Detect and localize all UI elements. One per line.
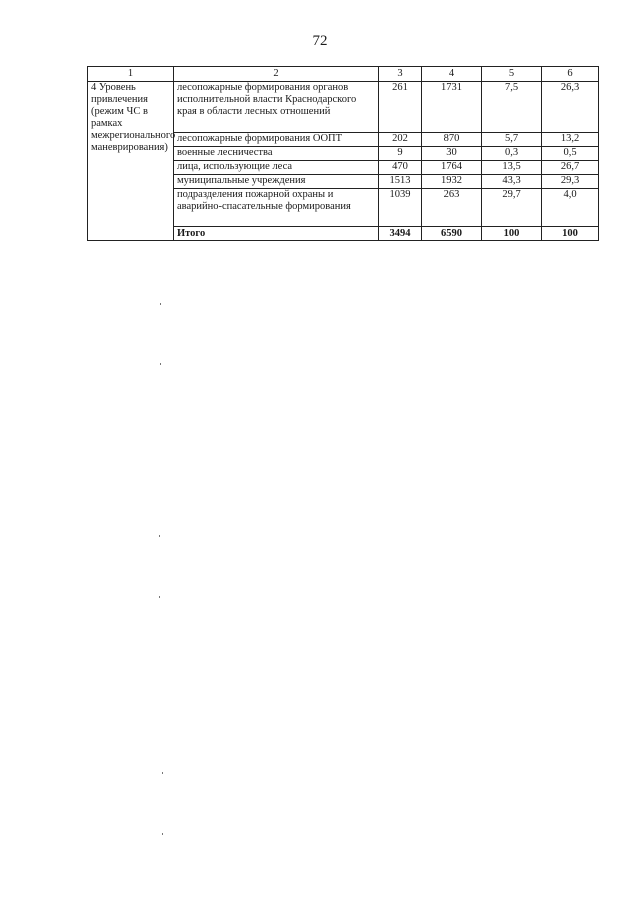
total-col5: 100 [482,227,542,241]
total-col4: 6590 [422,227,482,241]
cell-col3: 9 [379,147,422,161]
column-header: 6 [542,67,599,82]
row-name: лица, использующие леса [174,161,379,175]
scan-speck [159,535,160,537]
scan-speck [160,303,161,305]
row-name: лесопожарные формирования ООПТ [174,133,379,147]
scan-speck [159,596,160,598]
cell-col4: 30 [422,147,482,161]
column-header: 2 [174,67,379,82]
row-name: подразделения пожарной охраны и аварийно-спасательные формирования [174,189,379,227]
table-row [88,82,599,133]
cell-col5: 0,3 [482,147,542,161]
column-header: 1 [88,67,174,82]
column-header: 5 [482,67,542,82]
scan-speck [162,833,163,835]
table-header-row [88,67,599,82]
cell-col4: 1764 [422,161,482,175]
row-name: муниципальные учреждения [174,175,379,189]
cell-col6: 26,3 [542,82,599,133]
cell-col4: 263 [422,189,482,227]
cell-col3: 261 [379,82,422,133]
row-name: военные лесничества [174,147,379,161]
row-name: лесопожарные формирования органов исполнительной власти Краснодарского края в области лесных отношений [174,82,379,133]
cell-col4: 1932 [422,175,482,189]
cell-col3: 1039 [379,189,422,227]
level-cell: 4 Уровень привлечения (режим ЧС в рамках межрегионального маневрирования) [88,82,174,241]
column-header: 3 [379,67,422,82]
resources-table [87,66,599,241]
total-col3: 3494 [379,227,422,241]
scan-speck [160,363,161,365]
cell-col6: 26,7 [542,161,599,175]
cell-col6: 29,3 [542,175,599,189]
scan-speck [162,772,163,774]
cell-col6: 13,2 [542,133,599,147]
page-number: 72 [312,33,328,49]
cell-col6: 4,0 [542,189,599,227]
cell-col4: 1731 [422,82,482,133]
cell-col5: 7,5 [482,82,542,133]
column-header: 4 [422,67,482,82]
cell-col5: 5,7 [482,133,542,147]
total-col6: 100 [542,227,599,241]
cell-col6: 0,5 [542,147,599,161]
cell-col3: 1513 [379,175,422,189]
cell-col3: 202 [379,133,422,147]
cell-col4: 870 [422,133,482,147]
cell-col3: 470 [379,161,422,175]
cell-col5: 43,3 [482,175,542,189]
cell-col5: 13,5 [482,161,542,175]
cell-col5: 29,7 [482,189,542,227]
total-label: Итого [174,227,379,241]
